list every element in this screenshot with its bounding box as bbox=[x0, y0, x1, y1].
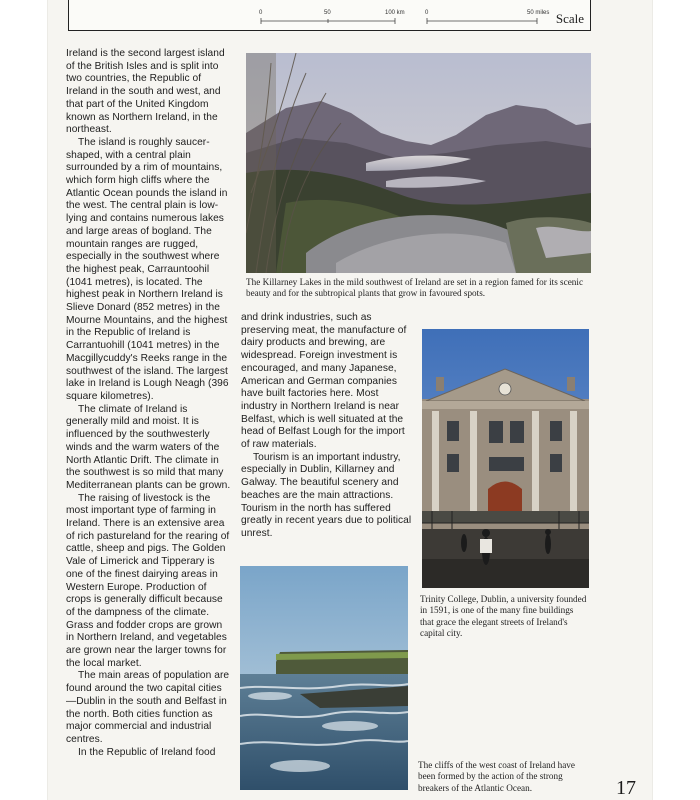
trinity-college-caption: Trinity College, Dublin, a university founded in 1591, is one of the many fine buildings that grace the elegant streets of Ireland's capital city. bbox=[420, 594, 587, 639]
scale-tick-miles-50: 50 miles bbox=[527, 10, 550, 16]
killarney-lakes-photo bbox=[246, 53, 591, 273]
book-page bbox=[48, 0, 652, 800]
paragraph: and drink industries, such as preserving meat, the manufacture of dairy products and brewing, are widespread. Foreign investment is encouraged, and many Japanese, American and German companies have built factories here. Most industry in Northern Ireland is near Belfast, which is well situated at the head of Belfast Lough for the import of raw materials. bbox=[241, 312, 407, 451]
left-text-column bbox=[66, 48, 232, 759]
scale-tick-km-100: 100 km bbox=[385, 10, 405, 16]
scale-tick-km-50: 50 bbox=[324, 10, 331, 16]
page-number: 17 bbox=[616, 777, 636, 799]
atlantic-cliffs-photo bbox=[240, 566, 408, 790]
scale-label: Scale bbox=[555, 11, 584, 26]
trinity-college-photo bbox=[422, 329, 589, 588]
paragraph: The main areas of population are found around the two capital cities —Dublin in the south and Belfast in the north. Both cities function as major commercial and industrial centres. bbox=[66, 670, 230, 745]
paragraph: In the Republic of Ireland food bbox=[78, 746, 216, 758]
scale-tick-miles-0: 0 bbox=[425, 10, 429, 16]
scale-bar bbox=[68, 0, 591, 31]
paragraph: The climate of Ireland is generally mild and moist. It is influenced by the southwesterly winds and the warm waters of the North Atlantic Drift. The climate in the southwest is so mild that many Mediterranean plants can be grown. bbox=[66, 403, 231, 491]
paragraph: The raising of livestock is the most important type of farming in Ireland. There is an extensive area of rich pastureland for the rearing of cattle, sheep and pigs. The Golden Vale of Limerick and Tipperary is one of the finest dairying areas in Western Europe. Production of crops is generally difficult because of the dampness of the climate. Grass and fodder crops are grown in Northern Ireland, and vegetables are grown near the larger towns for the local market. bbox=[66, 492, 230, 669]
killarney-lakes-caption: The Killarney Lakes in the mild southwest of Ireland are set in a region famed for its scenic beauty and for the subtropical plants that grow in favoured spots. bbox=[246, 277, 584, 299]
scale-tick-km-0: 0 bbox=[259, 10, 263, 16]
paragraph: The island is roughly saucer-shaped, with a central plain surrounded by a rim of mountains, which form high cliffs where the Atlantic Ocean pounds the island in the west. The central plain is low-lying and contains numerous lakes and large areas of bogland. The mountain ranges are rugged, especially in the southwest where the highest peak, Carrauntoohil (1041 metres), is located. The highest peak in Northern Ireland is Slieve Donard (852 metres) in the Mourne Mountains, and the highest in the Republic of Ireland is Carrantuohill (1041 metres) in the Macgillycuddy's Reeks range in the southwest of the island. The largest lake in Ireland is Lough Neagh (396 square kilometres). bbox=[66, 136, 229, 402]
paragraph: Ireland is the second largest island of the British Isles and is split into two countries, the Republic of Ireland in the south and west, and that part of the United Kingdom known as Northern Ireland, in the northeast. bbox=[66, 48, 225, 136]
middle-text-column bbox=[241, 312, 413, 541]
atlantic-cliffs-caption: The cliffs of the west coast of Ireland have been formed by the action of the strong breakers of the Atlantic Ocean. bbox=[418, 760, 575, 793]
paragraph: Tourism is an important industry, especially in Dublin, Killarney and Galway. The beautiful scenery and beaches are the main attractions. Tourism in the north has suffered greatly in recent years due to political unrest. bbox=[241, 451, 412, 539]
